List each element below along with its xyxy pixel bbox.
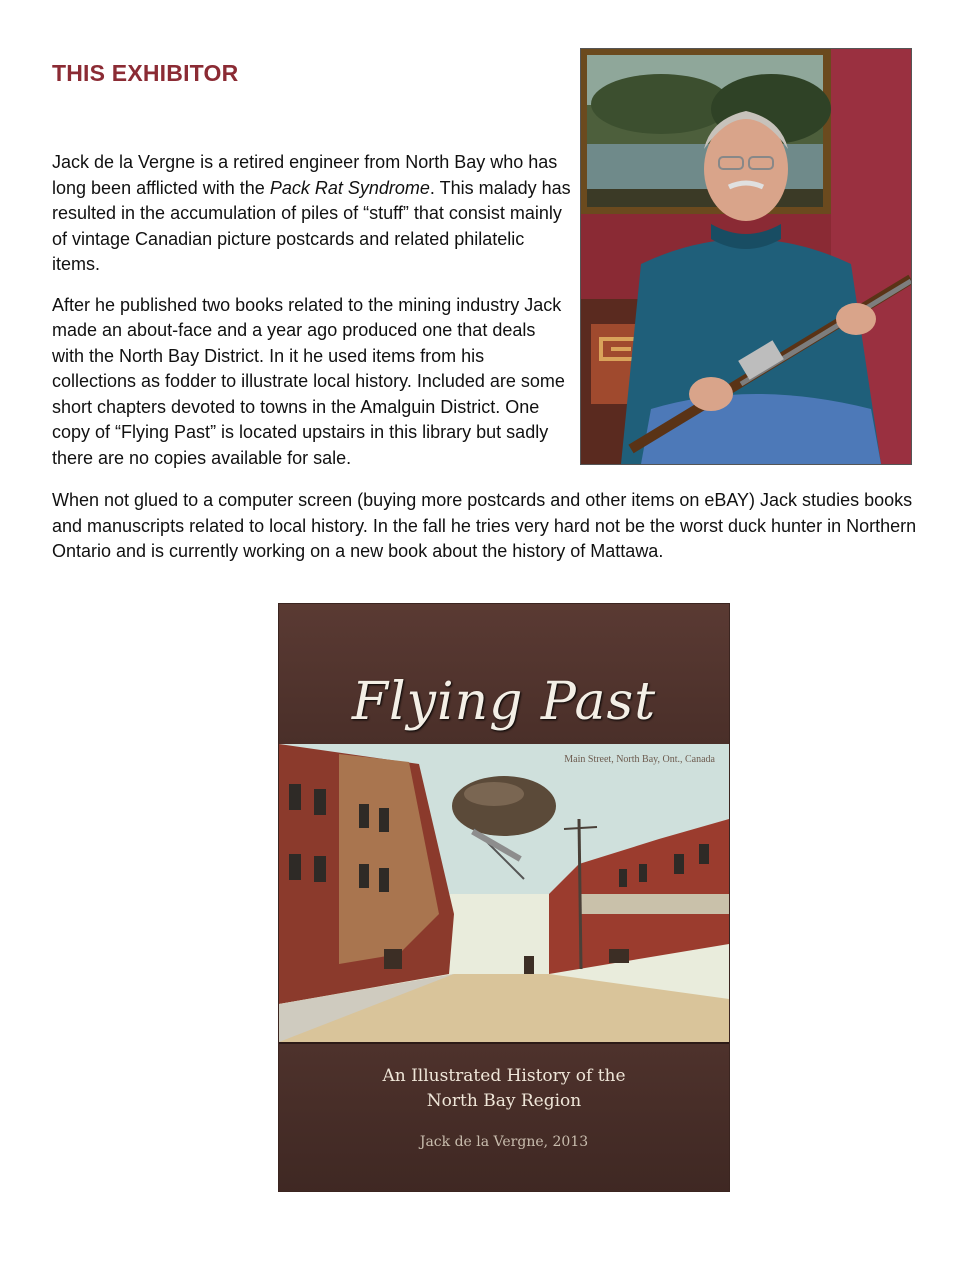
cover-street-scene [279, 744, 729, 1042]
paragraph-2: After he published two books related to the mining industry Jack made an about-face and a year ago produced one that deals with the North Bay District. In it he used items from his collections as fodder to illustrate local history. Included are some short chapters devoted to towns in the Amalguin District. One copy of “Flying Past” is located upstairs in this library but sadly there are no copies available for sale. [52, 294, 565, 468]
book-cover [278, 603, 730, 1192]
cover-subtitle-line2: North Bay Region [426, 1091, 582, 1111]
section-heading: THIS EXHIBITOR [52, 60, 239, 86]
p1-before: Jack de la Vergne is a retired engineer from North Bay who has long been afflicted with the [52, 152, 558, 198]
exhibitor-photo [580, 48, 912, 465]
paragraph-1 [52, 150, 572, 278]
p1-after: . This malady has resulted in the accumulation of piles of “stuff” that consist mainly of vintage Canadian picture postcards and related philatelic items. [52, 177, 571, 274]
paragraph-3: When not glued to a computer screen (buying more postcards and other items on eBAY) Jack studies books and manuscripts related to local history. In the fall he tries very hard not be the worst duck hunter in Northern Ontario and is currently working on a new book about the history of Mattawa. [52, 490, 917, 561]
cover-subtitle [279, 1064, 729, 1114]
cover-caption: Main Street, North Bay, Ont., Canada [564, 754, 715, 765]
cover-subtitle-line1: An Illustrated History of the [382, 1066, 626, 1086]
cover-author: Jack de la Vergne, 2013 [419, 1134, 589, 1150]
intro-text [52, 150, 572, 486]
p1-italic: Pack Rat Syndrome [269, 177, 430, 198]
cover-title: Flying Past [351, 672, 657, 732]
